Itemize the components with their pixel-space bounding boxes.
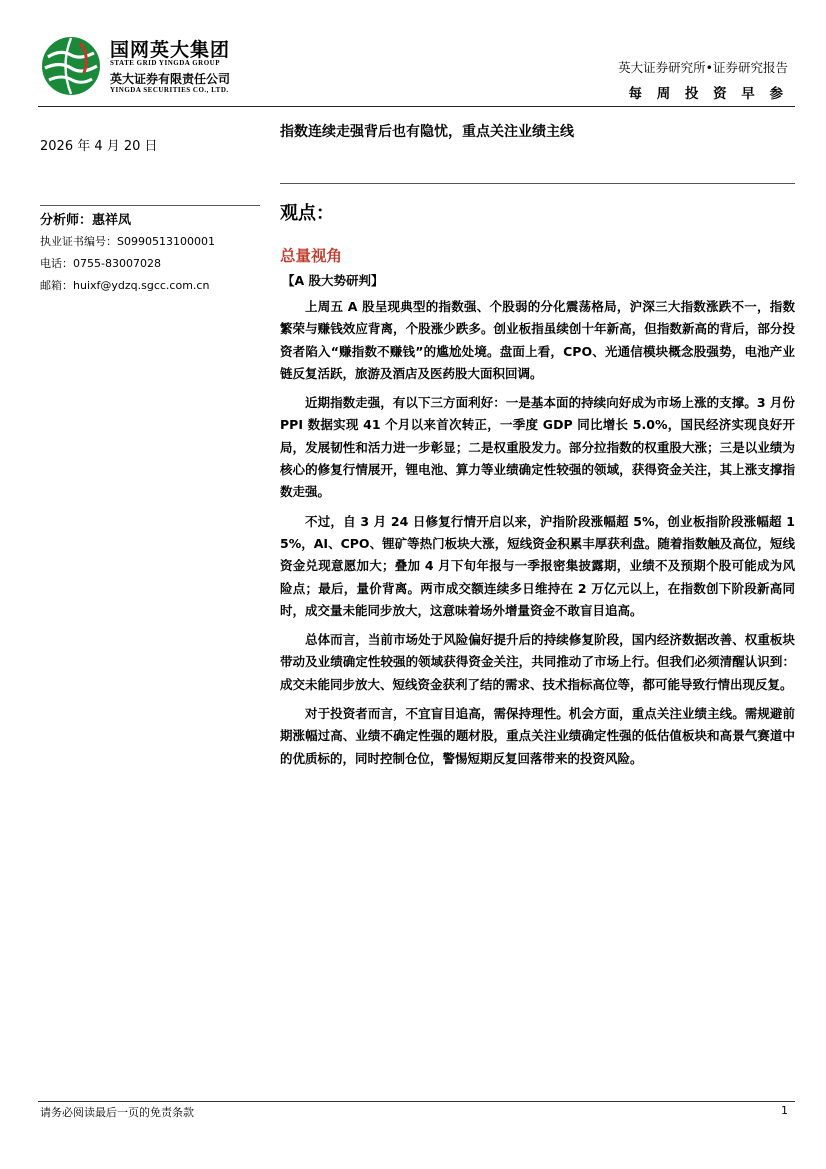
paragraph: 不过，自 3 月 24 日修复行情开启以来，沪指阶段涨幅超 5%，创业板指阶段涨幅超 15%，AI、CPO、锂矿等热门板块大涨，短线资金积累丰厚获利盘。随着指数触及高位，短线资金兑现意愿加大；叠加 4 月下旬年报与一季报密集披露期，业绩不及预期个股可能成为风险点；最后，量价背离。两市成交额连续多日维持在 2 万亿元以上，在指数创下阶段新高同时，成交量未能同步放大，这意味着场外增量资金不敢盲目追高。 [280,513,795,618]
analyst-cert: 执业证书编号：S0990513100001 [40,235,215,248]
analyst-divider [40,205,260,206]
header-divider [38,106,795,107]
brand-name-en: STATE GRID YINGDA GROUP [110,59,220,67]
analyst-email: 邮箱：huixf@ydzq.sgcc.com.cn [40,279,210,292]
company-logo [40,32,280,102]
paragraph: 近期指数走强，有以下三方面利好：一是基本面的持续向好成为市场上涨的支撑。3 月份 PPI 数据实现 41 个月以来首次转正，一季度 GDP 同比增长 5.0%，国民经济实现良好开局，发展韧性和活力进一步彰显；二是权重股发力。部分拉指数的权重股大涨；三是以业绩为核心的修复行情展开，锂电池、算力等业绩确定性较强的领域，获得资金关注，其上涨支撑指数走强。 [280,395,795,500]
institute-name: 英大证券研究所•证券研究报告 [618,60,788,75]
view-heading: 观点： [280,203,334,224]
section-heading: 总量视角 [280,247,343,265]
report-type: 每 周 投 资 早 参 [628,86,788,102]
report-title: 指数连续走强背后也有隐忧，重点关注业绩主线 [280,124,574,140]
paragraph: 总体而言，当前市场处于风险偏好提升后的持续修复阶段，国内经济数据改善、权重板块带动及业绩确定性较强的领域获得资金关注，共同推动了市场上行。但我们必须清醒认识到：成交未能同步放大、短线资金获利了结的需求、技术指标高位等，都可能导致行情出现反复。 [280,632,795,692]
sub-heading: 【A 股大势研判】 [282,273,384,288]
globe-logo-icon [40,35,102,97]
page-number: 1 [781,1104,788,1117]
paragraph: 对于投资者而言，不宜盲目追高，需保持理性。机会方面，重点关注业绩主线。需规避前期涨幅过高、业绩不确定性强的题材股，重点关注业绩确定性强的低估值板块和高景气赛道中的优质标的，同时控制仓位，警惕短期反复回落带来的投资风险。 [280,706,795,766]
paragraph: 上周五 A 股呈现典型的指数强、个股弱的分化震荡格局，沪深三大指数涨跌不一，指数繁荣与赚钱效应背离，个股涨少跌多。创业板指虽续创十年新高，但指数新高的背后，部分投资者陷入“赚指数不赚钱”的尴尬处境。盘面上看，CPO、光通信模块概念股强势，电池产业链反复活跃，旅游及酒店及医药股大面积回调。 [280,299,795,381]
analyst-phone: 电话：0755-83007028 [40,257,161,270]
company-name-en: YINGDA SECURITIES CO., LTD. [110,86,229,94]
title-divider [280,183,795,184]
report-date: 2026 年 4 月 20 日 [40,139,158,154]
disclaimer-note: 请务必阅读最后一页的免责条款 [40,1106,194,1119]
analyst-name: 分析师：惠祥凤 [40,213,132,228]
footer-divider [38,1101,795,1102]
brand-name-cn: 国网英大集团 [110,39,231,61]
company-name-cn: 英大证券有限责任公司 [110,72,231,86]
report-body [280,296,795,777]
